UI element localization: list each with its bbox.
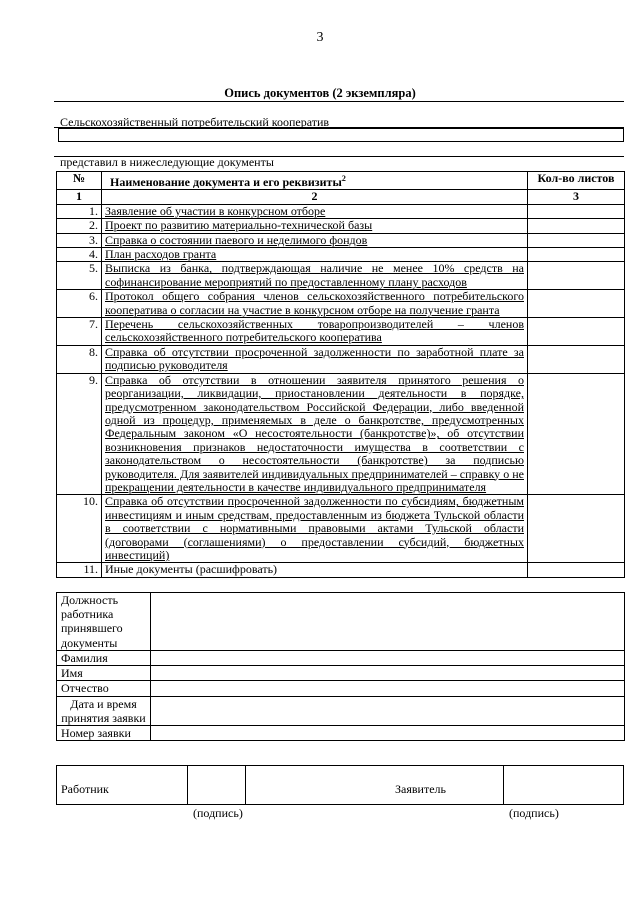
row-sheets-field[interactable] [528, 233, 625, 247]
table-row [57, 290, 625, 318]
row-sheets-field[interactable] [528, 495, 625, 563]
header-name [102, 172, 528, 190]
row-name [102, 373, 528, 495]
title-underline [54, 101, 624, 102]
row-name [102, 233, 528, 247]
row-name [102, 318, 528, 346]
documents-table [56, 171, 625, 578]
patronymic-field[interactable] [151, 681, 625, 696]
table-row [57, 563, 625, 577]
row-number: 10. [57, 495, 102, 563]
row-number: 2. [57, 219, 102, 233]
row-name-text: Выписка из банка, подтверждающая наличие не менее 10% средств на софинансирование мероприятий по предоставленному плану расходов [105, 261, 524, 289]
row-sheets-field[interactable] [528, 219, 625, 233]
surname-label: Фамилия [57, 651, 151, 666]
row-name-text: Иные документы (расшифровать) [105, 562, 278, 577]
row-number: 11. [57, 563, 102, 577]
table-row [57, 318, 625, 346]
row-number: 1. [57, 204, 102, 218]
organization-name-field[interactable] [58, 128, 624, 142]
row-number: 4. [57, 248, 102, 262]
registration-row [57, 696, 625, 725]
row-name-text: Перечень сельскохозяйственных товаропроизводителей – членов сельскохозяйственного потребительского кооператива [105, 317, 524, 345]
row-number: 8. [57, 345, 102, 373]
row-name [102, 248, 528, 262]
row-name-text: Справка об отсутствии в отношении заявителя принятого решения о реорганизации, ликвидации, приостановлении деятельности в порядке, предусмотренном законодательством Российской Федерации, либо введенной одной из процедур, применяемых в деле о банкротстве, предусмотренных Федеральным законом «О несостоятельности (банкротстве)», об отсутствии возникновения признаков недостаточности имущества в соответствии с законодательством о несостоятельности (банкротстве) за подписью руководителя. Для заявителей индивидуальных предпринимателей – справку о не прекращении деятельности в качестве индивидуального предпринимателя [105, 372, 524, 494]
row-name-text: Заявление об участии в конкурсном отборе [105, 203, 326, 218]
table-row [57, 373, 625, 495]
position-label: Должность работника принявшего документы [57, 593, 151, 651]
worker-label: Работник [61, 782, 109, 796]
presented-text: представил в нижеследующие документы [60, 155, 274, 169]
registration-row [57, 651, 625, 666]
row-sheets-field[interactable] [528, 563, 625, 577]
table-row [57, 262, 625, 290]
row-sheets-field[interactable] [528, 290, 625, 318]
worker-signature-field[interactable] [188, 766, 246, 804]
col-number: 1 [57, 190, 102, 204]
request-number-label: Номер заявки [57, 726, 151, 741]
row-name [102, 262, 528, 290]
datetime-field[interactable] [151, 696, 625, 725]
row-name [102, 204, 528, 218]
applicant-label-cell [246, 766, 504, 804]
page-number: 3 [316, 30, 324, 45]
header-num: № [57, 172, 102, 190]
table-row [57, 233, 625, 247]
table-row [57, 248, 625, 262]
patronymic-label: Отчество [57, 681, 151, 696]
col-number: 3 [528, 190, 625, 204]
organization-label: Сельскохозяйственный потребительский кооператив [60, 115, 330, 129]
row-sheets-field[interactable] [528, 204, 625, 218]
table-row [57, 204, 625, 218]
first-name-label: Имя [57, 666, 151, 681]
row-sheets-field[interactable] [528, 248, 625, 262]
applicant-label: Заявитель [395, 782, 446, 796]
row-name [102, 219, 528, 233]
registration-row [57, 666, 625, 681]
header-sheets: Кол-во листов [528, 172, 625, 190]
datetime-label: Дата и время принятия заявки [57, 696, 151, 725]
row-sheets-field[interactable] [528, 318, 625, 346]
registration-table [56, 592, 625, 741]
row-sheets-field[interactable] [528, 373, 625, 495]
row-name [102, 495, 528, 563]
position-field[interactable] [151, 593, 625, 651]
applicant-signature-caption: (подпись) [509, 806, 559, 820]
row-number: 5. [57, 262, 102, 290]
row-number: 6. [57, 290, 102, 318]
row-number: 3. [57, 233, 102, 247]
row-name-text: Справка о состоянии паевого и неделимого фондов [105, 232, 368, 247]
row-name-text: Справка об отсутствии просроченной задолженности по субсидиям, бюджетным инвестициям и иным средствам, предоставленным из бюджета Тульской области в соответствии с нормативными правовыми актами Тульской области (договорами (соглашениями) о предоставлении субсидий, бюджетных инвестиций) [105, 494, 524, 562]
table-row [57, 495, 625, 563]
document-title: Опись документов (2 экземпляра) [224, 86, 416, 100]
row-name [102, 290, 528, 318]
registration-row [57, 681, 625, 696]
table-header-row [57, 172, 625, 190]
row-name [102, 345, 528, 373]
row-name-text: Протокол общего собрания членов сельскохозяйственного потребительского кооператива о согласии на участие в конкурсном отборе на получение гранта [105, 289, 524, 317]
row-name-text: План расходов гранта [105, 247, 217, 262]
surname-field[interactable] [151, 651, 625, 666]
column-number-row [57, 190, 625, 204]
request-number-field[interactable] [151, 726, 625, 741]
row-number: 7. [57, 318, 102, 346]
worker-signature-caption: (подпись) [193, 806, 243, 820]
col-number: 2 [102, 190, 528, 204]
row-name-text: Проект по развитию материально-технической базы [105, 218, 373, 233]
table-row [57, 219, 625, 233]
header-name-text: Наименование документа и его реквизиты [110, 175, 342, 189]
registration-row [57, 593, 625, 651]
row-name [102, 563, 528, 577]
row-sheets-field[interactable] [528, 345, 625, 373]
registration-row [57, 726, 625, 741]
row-name-text: Справка об отсутствии просроченной задолженности по заработной плате за подписью руководителя [105, 344, 524, 373]
row-number: 9. [57, 373, 102, 495]
table-row [57, 345, 625, 373]
signature-block [56, 765, 624, 805]
first-name-field[interactable] [151, 666, 625, 681]
row-sheets-field[interactable] [528, 262, 625, 290]
header-name-footnote: 2 [341, 174, 346, 183]
